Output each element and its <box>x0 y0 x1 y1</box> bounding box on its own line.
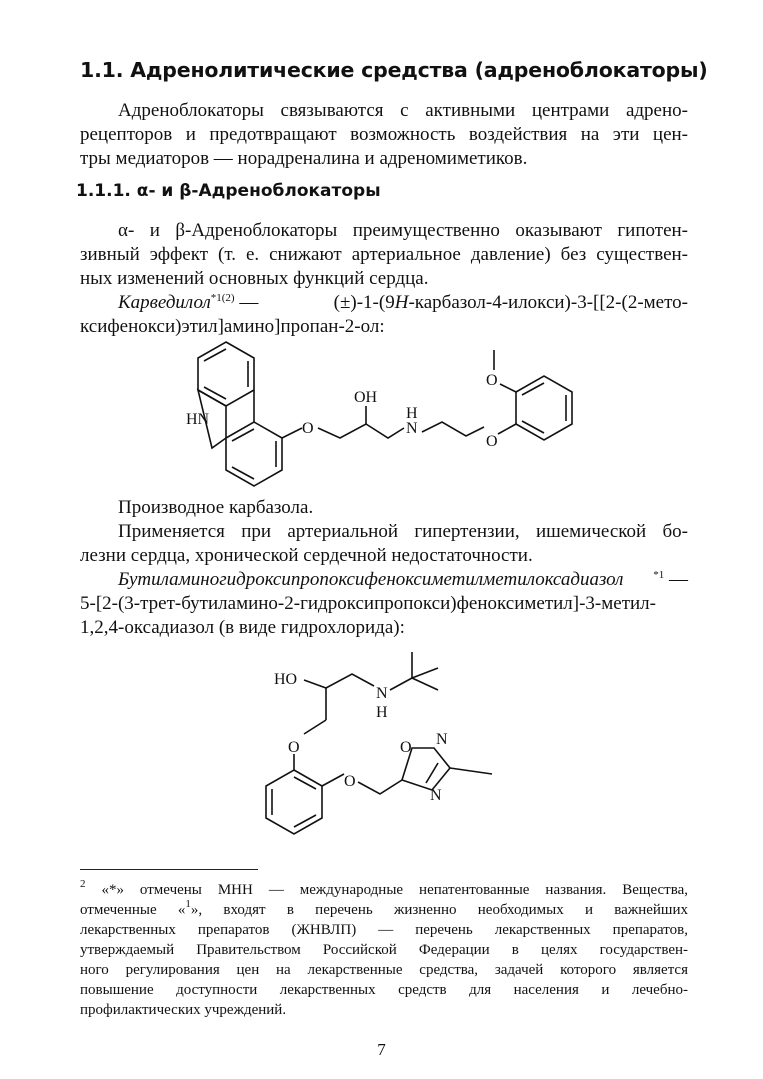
footnote-number: 2 <box>80 878 86 890</box>
intro-line-2: рецепторов и предотвращают возможность воздействия на эти цен- <box>80 124 688 145</box>
ring-n1-label: N <box>436 731 448 748</box>
footnote-line-2-rest: », входят в перечень жизненно необходимых и важнейших <box>190 902 688 918</box>
propoxy-o-label: O <box>288 739 300 756</box>
footnote-line-6: повышение доступности лекарственных средств для населения и лечебно- <box>80 982 688 998</box>
footnote-line-1-text: «*» отмечены МНН — международные непатентованные названия. Вещества, <box>101 882 688 898</box>
amine-h-label: H <box>406 405 418 422</box>
carvedilol-use-line-2: лезни сердца, хронической сердечной недостаточности. <box>80 545 533 566</box>
tertiary-amine-n-label: N <box>376 685 388 702</box>
carvedilol-dash: — <box>234 292 259 313</box>
intro-line-1: Адреноблокаторы связываются с активными центрами адрено- <box>118 100 688 121</box>
hn-label: HN <box>186 411 210 428</box>
methoxy-o-label: O <box>486 372 498 389</box>
compound2-name: Бутиламиногидроксипропоксифеноксиметилметилоксадиазол <box>118 569 624 590</box>
footnote-line-7: профилактических учреждений. <box>80 1002 287 1018</box>
intro-line-3: тры медиаторов — норадреналина и адреномиметиков. <box>80 148 528 169</box>
carvedilol-structure <box>160 330 600 490</box>
footnote-rule <box>80 869 258 870</box>
footnote-line-2-start: отмеченные « <box>80 902 186 918</box>
carvedilol-name-group <box>118 291 258 315</box>
ring-o-label: O <box>400 739 412 756</box>
oh-label: OH <box>354 389 378 406</box>
compound2-line-2: 5-[2-(3-трет-бутиламино-2-гидроксипропокси)феноксиметил]-3-метил- <box>80 593 656 614</box>
page-number: 7 <box>377 1040 386 1059</box>
section-heading: 1.1. Адренолитические средства (адреноблокаторы) <box>80 58 708 82</box>
ho-label: HO <box>274 671 298 688</box>
oxadiazole-compound-structure <box>260 640 520 840</box>
carvedilol-formula-start: (±)-1-(9 <box>333 292 395 313</box>
carbazole-lower-ring <box>226 422 282 486</box>
compound2-mark-group <box>653 568 688 592</box>
ether-o-label: O <box>302 420 314 437</box>
subsection-heading: 1.1.1. α- и β-Адреноблокаторы <box>76 181 381 201</box>
para1-line-1: α- и β-Адреноблокаторы преимущественно оказывают гипотен- <box>118 220 688 241</box>
phenoxymethyl-o-label: O <box>344 773 356 790</box>
amine-n-label: N <box>406 420 418 437</box>
ring-n2-label: N <box>430 787 442 804</box>
footnote-line-1 <box>80 880 688 900</box>
compound2-dash: — <box>664 569 688 590</box>
methoxyphenyl-ring <box>516 376 572 440</box>
carvedilol-mark: *1(2) <box>210 292 235 304</box>
carvedilol-formula-end: -карбазол-4-илокси)-3-[[2-(2-мето- <box>408 292 688 313</box>
carvedilol-use-line-1: Применяется при артериальной гипертензии, ишемической бо- <box>118 521 688 542</box>
carvedilol-formula <box>334 291 688 315</box>
footnote-line-2-sup: 1 <box>185 898 191 910</box>
carvedilol-line-2: ксифенокси)этил]амино]пропан-2-ол: <box>80 316 385 337</box>
compound2-line-1 <box>118 568 688 592</box>
carvedilol-formula-italic: H <box>394 292 409 313</box>
tertiary-amine-h-label: H <box>376 704 388 721</box>
phenoxy-ring <box>266 770 322 834</box>
carvedilol-line-1 <box>118 291 688 315</box>
footnote-line-5: ного регулирования цен на лекарственные средства, задачей которого является <box>80 962 688 978</box>
para1-line-2: зивный эффект (т. е. снижают артериальное давление) без существен- <box>80 244 688 265</box>
carvedilol-note: Производное карбазола. <box>118 497 314 518</box>
carbazole-benzene-ring <box>198 342 254 406</box>
compound2-line-3: 1,2,4-оксадиазол (в виде гидрохлорида): <box>80 617 405 638</box>
footnote-line-2 <box>80 900 688 920</box>
aryl-ether-o-label: O <box>486 433 498 450</box>
para1-line-3: ных изменений основных функций сердца. <box>80 268 429 289</box>
compound2-mark: *1 <box>653 569 665 581</box>
footnote-line-4: утверждаемый Правительством Российской Федерации в целях государствен- <box>80 942 688 958</box>
carvedilol-name: Карведилол <box>118 292 211 313</box>
footnote-line-3: лекарственных препаратов (ЖНВЛП) — перечень лекарственных препаратов, <box>80 922 688 938</box>
